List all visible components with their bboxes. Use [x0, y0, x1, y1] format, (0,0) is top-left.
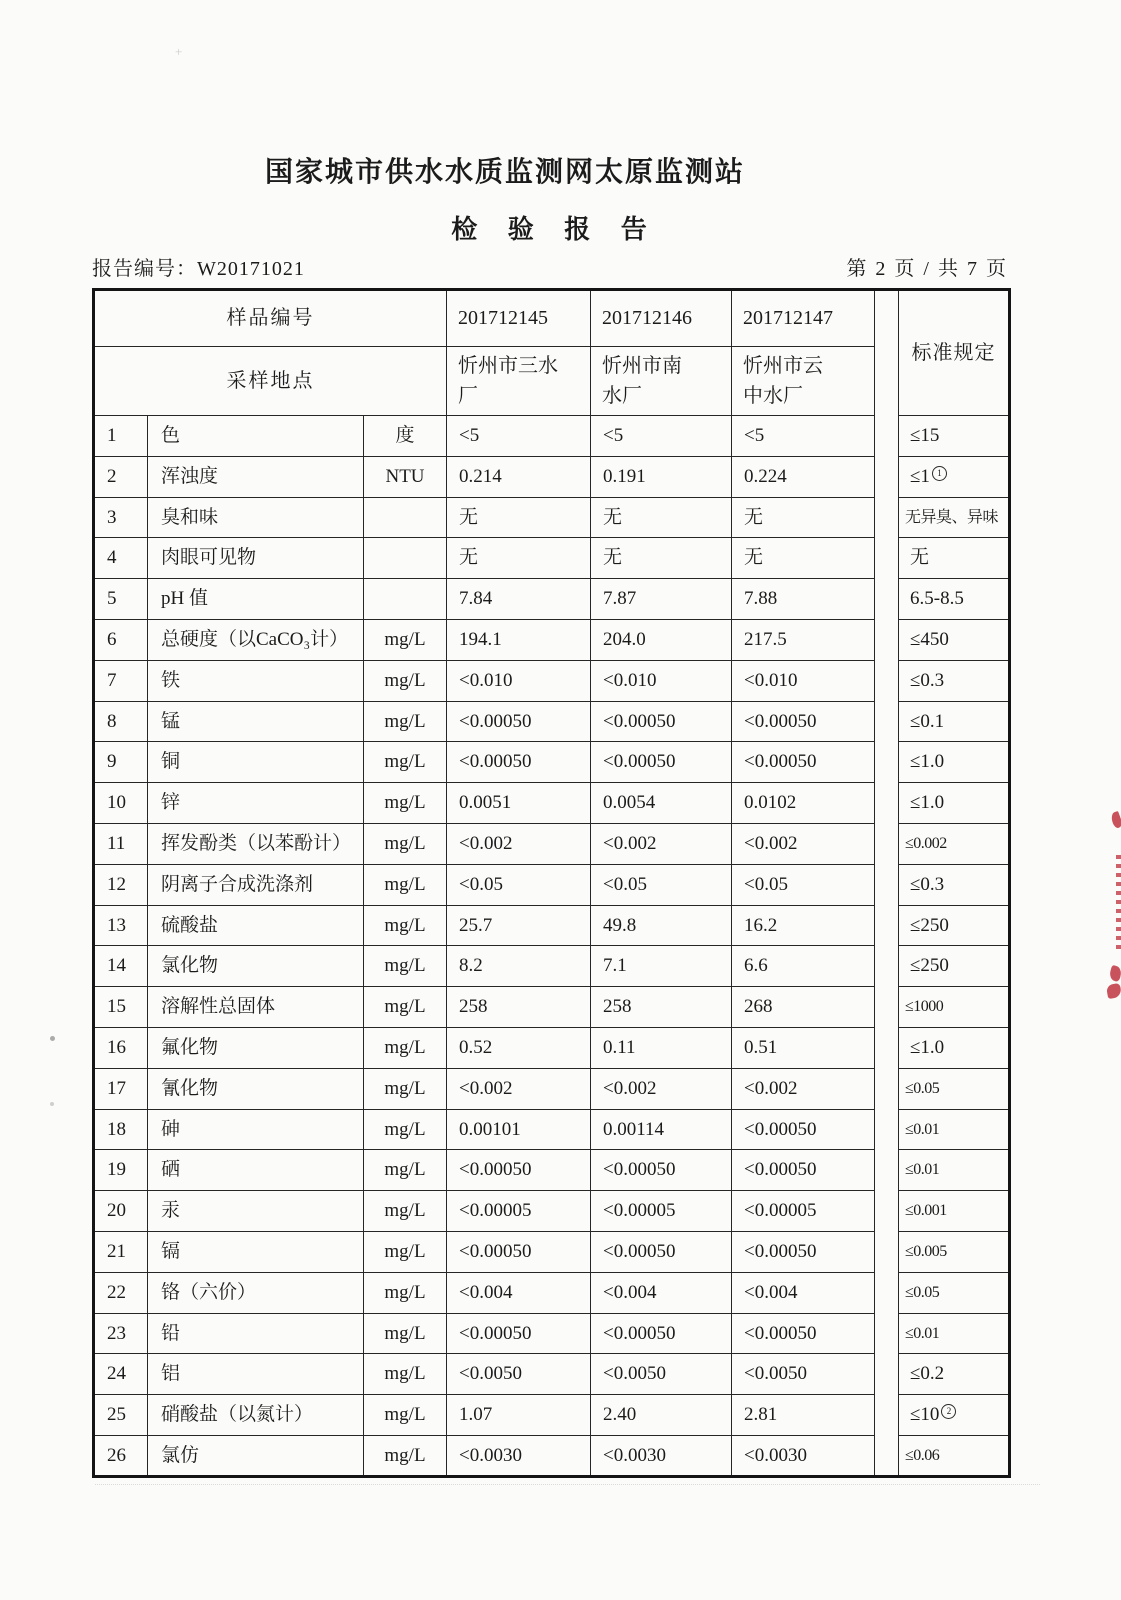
scan-artifact	[50, 1036, 55, 1041]
sample-no-label-cell: 样品编号	[94, 290, 447, 347]
sample1-value-cell: <0.00005	[447, 1191, 591, 1232]
sample2-value-cell: <0.002	[591, 823, 732, 864]
row-number-cell: 20	[94, 1191, 148, 1232]
red-seal-fragment	[1110, 811, 1121, 829]
sample2-value-cell: <0.00050	[591, 1231, 732, 1272]
table-row	[94, 456, 1010, 497]
row-number-cell: 9	[94, 742, 148, 783]
sample2-value-cell: <0.004	[591, 1272, 732, 1313]
row-number-cell: 4	[94, 538, 148, 579]
standard-cell: ≤0.1	[899, 701, 1010, 742]
row-number-cell: 21	[94, 1231, 148, 1272]
row-number-cell: 3	[94, 497, 148, 538]
table-header-row-location	[94, 347, 1010, 416]
sample2-value-cell: 7.1	[591, 946, 732, 987]
sample2-value-cell: 0.11	[591, 1027, 732, 1068]
unit-cell: mg/L	[364, 905, 447, 946]
sample3-value-cell: 2.81	[732, 1395, 875, 1436]
parameter-name-cell: 锰	[148, 701, 364, 742]
sample3-value-cell: <0.0050	[732, 1354, 875, 1395]
table-row	[94, 579, 1010, 620]
standard-cell: ≤450	[899, 619, 1010, 660]
table-row	[94, 905, 1010, 946]
sample1-value-cell: <0.00050	[447, 1231, 591, 1272]
page-number-info: 第 2 页 / 共 7 页	[846, 258, 1008, 280]
standard-cell: ≤0.01	[899, 1109, 1010, 1150]
sample1-value-cell: <0.00050	[447, 742, 591, 783]
unit-cell: mg/L	[364, 1354, 447, 1395]
page-subtitle: 检 验 报 告	[451, 215, 659, 244]
sample3-value-cell: 6.6	[732, 946, 875, 987]
parameter-name-cell: 挥发酚类（以苯酚计）	[148, 823, 364, 864]
standard-cell: ≤1 1	[899, 456, 1010, 497]
table-row	[94, 742, 1010, 783]
sample2-value-cell: <0.00050	[591, 1313, 732, 1354]
sample1-value-cell: 1.07	[447, 1395, 591, 1436]
sample1-value-cell: 无	[447, 538, 591, 579]
unit-cell: mg/L	[364, 1109, 447, 1150]
sample3-value-cell: 无	[732, 497, 875, 538]
unit-cell	[364, 538, 447, 579]
table-row	[94, 1435, 1010, 1476]
red-seal-fragment	[1116, 855, 1121, 951]
standard-cell: ≤1.0	[899, 1027, 1010, 1068]
table-row	[94, 1231, 1010, 1272]
circled-footnote-mark: 1	[932, 466, 947, 481]
table-row	[94, 1109, 1010, 1150]
table-row	[94, 1313, 1010, 1354]
sample1-value-cell: 258	[447, 987, 591, 1028]
parameter-name-cell: 硝酸盐（以氮计）	[148, 1395, 364, 1436]
unit-cell: mg/L	[364, 823, 447, 864]
report-number: 报告编号：W20171021	[92, 258, 305, 280]
row-number-cell: 5	[94, 579, 148, 620]
sample3-value-cell: <0.0030	[732, 1435, 875, 1476]
parameter-name-cell: 氯化物	[148, 946, 364, 987]
sample2-value-cell: <5	[591, 416, 732, 457]
standard-cell: ≤1000	[899, 987, 1010, 1028]
sample2-value-cell: <0.00005	[591, 1191, 732, 1232]
sample3-value-cell: 217.5	[732, 619, 875, 660]
unit-cell: mg/L	[364, 660, 447, 701]
row-number-cell: 15	[94, 987, 148, 1028]
unit-cell: mg/L	[364, 1191, 447, 1232]
sample3-value-cell: <0.00050	[732, 1109, 875, 1150]
row-number-cell: 18	[94, 1109, 148, 1150]
parameter-name-cell: 肉眼可见物	[148, 538, 364, 579]
parameter-name-cell: 氯仿	[148, 1435, 364, 1476]
sample2-value-cell: 0.191	[591, 456, 732, 497]
table-header-row-sample-no	[94, 290, 1010, 347]
sample3-value-cell: <0.004	[732, 1272, 875, 1313]
sample3-value-cell: <0.00005	[732, 1191, 875, 1232]
sample3-value-cell: 0.51	[732, 1027, 875, 1068]
sample1-value-cell: 0.0051	[447, 783, 591, 824]
table-row	[94, 1395, 1010, 1436]
scan-artifact	[50, 1102, 54, 1106]
sample1-value-cell: <0.0030	[447, 1435, 591, 1476]
unit-cell: mg/L	[364, 946, 447, 987]
row-number-cell: 12	[94, 864, 148, 905]
parameter-name-cell: 氟化物	[148, 1027, 364, 1068]
unit-cell: mg/L	[364, 742, 447, 783]
sample2-value-cell: 0.00114	[591, 1109, 732, 1150]
unit-cell: mg/L	[364, 619, 447, 660]
red-seal-fragment	[1106, 983, 1121, 999]
parameter-name-cell: 溶解性总固体	[148, 987, 364, 1028]
sample1-value-cell: <5	[447, 416, 591, 457]
sample1-value-cell: 25.7	[447, 905, 591, 946]
table-row	[94, 1272, 1010, 1313]
sample3-value-cell: <0.05	[732, 864, 875, 905]
standard-cell: 6.5-8.5	[899, 579, 1010, 620]
parameter-name-cell: 阴离子合成洗涤剂	[148, 864, 364, 905]
table-row	[94, 864, 1010, 905]
table-row	[94, 1027, 1010, 1068]
parameter-name-cell: 铬（六价）	[148, 1272, 364, 1313]
sample3-value-cell: 0.224	[732, 456, 875, 497]
unit-cell: mg/L	[364, 1395, 447, 1436]
table-row	[94, 497, 1010, 538]
row-number-cell: 23	[94, 1313, 148, 1354]
results-tbody	[94, 290, 1010, 1477]
parameter-name-cell: 硫酸盐	[148, 905, 364, 946]
row-number-cell: 16	[94, 1027, 148, 1068]
parameter-name-cell: pH 值	[148, 579, 364, 620]
standard-cell: 无异臭、异味	[899, 497, 1010, 538]
parameter-name-cell: 铅	[148, 1313, 364, 1354]
unit-cell: mg/L	[364, 987, 447, 1028]
sample3-value-cell: 无	[732, 538, 875, 579]
sample2-value-cell: <0.010	[591, 660, 732, 701]
unit-cell: mg/L	[364, 1231, 447, 1272]
row-number-cell: 17	[94, 1068, 148, 1109]
sample1-value-cell: 0.52	[447, 1027, 591, 1068]
standard-header-cell: 标准规定	[899, 290, 1010, 416]
circled-footnote-mark: 2	[941, 1404, 956, 1419]
sample2-value-cell: 无	[591, 538, 732, 579]
sample1-value-cell: <0.00050	[447, 1150, 591, 1191]
table-row	[94, 1068, 1010, 1109]
row-number-cell: 25	[94, 1395, 148, 1436]
row-number-cell: 14	[94, 946, 148, 987]
row-number-cell: 7	[94, 660, 148, 701]
table-row	[94, 783, 1010, 824]
table-row	[94, 660, 1010, 701]
unit-cell: mg/L	[364, 1027, 447, 1068]
unit-cell	[364, 579, 447, 620]
sample1-value-cell: <0.05	[447, 864, 591, 905]
location-cell-1: 忻州市三水厂	[447, 347, 591, 416]
sample3-value-cell: <0.00050	[732, 1231, 875, 1272]
sample3-value-cell: <5	[732, 416, 875, 457]
sample3-value-cell: 268	[732, 987, 875, 1028]
sample-no-cell-3: 201712147	[732, 290, 875, 347]
red-seal-fragment	[1108, 965, 1121, 982]
sample-location-label-cell: 采样地点	[94, 347, 447, 416]
sample3-value-cell: 0.0102	[732, 783, 875, 824]
row-number-cell: 2	[94, 456, 148, 497]
table-row	[94, 538, 1010, 579]
table-row	[94, 1191, 1010, 1232]
parameter-name-cell: 氰化物	[148, 1068, 364, 1109]
unit-cell: mg/L	[364, 783, 447, 824]
location-cell-2: 忻州市南水厂	[591, 347, 732, 416]
sample3-value-cell: 16.2	[732, 905, 875, 946]
sample3-value-cell: 7.88	[732, 579, 875, 620]
standard-cell: ≤1.0	[899, 742, 1010, 783]
standard-cell: ≤0.05	[899, 1272, 1010, 1313]
parameter-name-cell: 镉	[148, 1231, 364, 1272]
parameter-name-cell: 总硬度（以CaCO₃计）	[148, 619, 364, 660]
sample2-value-cell: 49.8	[591, 905, 732, 946]
water-quality-table	[92, 288, 1011, 1478]
sample2-value-cell: 无	[591, 497, 732, 538]
sample1-value-cell: 0.214	[447, 456, 591, 497]
sample3-value-cell: <0.00050	[732, 701, 875, 742]
row-number-cell: 19	[94, 1150, 148, 1191]
standard-cell: 无	[899, 538, 1010, 579]
parameter-name-cell: 汞	[148, 1191, 364, 1232]
sample2-value-cell: <0.0030	[591, 1435, 732, 1476]
table-row	[94, 987, 1010, 1028]
scan-artifact: +	[175, 44, 183, 59]
table-row	[94, 946, 1010, 987]
standard-cell: ≤250	[899, 905, 1010, 946]
standard-cell: ≤0.06	[899, 1435, 1010, 1476]
table-row	[94, 1150, 1010, 1191]
row-number-cell: 13	[94, 905, 148, 946]
sample-no-cell-1: 201712145	[447, 290, 591, 347]
parameter-name-cell: 浑浊度	[148, 456, 364, 497]
unit-cell: mg/L	[364, 701, 447, 742]
sample3-value-cell: <0.00050	[732, 1150, 875, 1191]
standard-cell: ≤250	[899, 946, 1010, 987]
parameter-name-cell: 硒	[148, 1150, 364, 1191]
sample1-value-cell: <0.002	[447, 1068, 591, 1109]
sample1-value-cell: <0.010	[447, 660, 591, 701]
row-number-cell: 8	[94, 701, 148, 742]
report-meta-row	[92, 252, 1008, 281]
row-number-cell: 11	[94, 823, 148, 864]
row-number-cell: 24	[94, 1354, 148, 1395]
sample1-value-cell: <0.00050	[447, 701, 591, 742]
table-row	[94, 416, 1010, 457]
table-row	[94, 619, 1010, 660]
sample2-value-cell: 0.0054	[591, 783, 732, 824]
unit-cell: NTU	[364, 456, 447, 497]
standard-cell: ≤0.001	[899, 1191, 1010, 1232]
row-number-cell: 22	[94, 1272, 148, 1313]
unit-cell	[364, 497, 447, 538]
parameter-name-cell: 锌	[148, 783, 364, 824]
sample3-value-cell: <0.002	[732, 823, 875, 864]
sample2-value-cell: <0.00050	[591, 701, 732, 742]
standard-cell: ≤10 2	[899, 1395, 1010, 1436]
sample2-value-cell: 204.0	[591, 619, 732, 660]
sample2-value-cell: <0.002	[591, 1068, 732, 1109]
standard-cell: ≤0.01	[899, 1313, 1010, 1354]
unit-cell: mg/L	[364, 1435, 447, 1476]
table-row	[94, 701, 1010, 742]
standard-cell: ≤0.002	[899, 823, 1010, 864]
standard-cell: ≤0.3	[899, 660, 1010, 701]
row-number-cell: 6	[94, 619, 148, 660]
sample2-value-cell: 258	[591, 987, 732, 1028]
sample1-value-cell: 8.2	[447, 946, 591, 987]
sample2-value-cell: 7.87	[591, 579, 732, 620]
unit-cell: mg/L	[364, 1150, 447, 1191]
spacer-column	[875, 290, 899, 1477]
sample1-value-cell: 无	[447, 497, 591, 538]
table-row	[94, 823, 1010, 864]
standard-cell: ≤0.2	[899, 1354, 1010, 1395]
standard-cell: ≤15	[899, 416, 1010, 457]
unit-cell: 度	[364, 416, 447, 457]
parameter-name-cell: 铝	[148, 1354, 364, 1395]
parameter-name-cell: 砷	[148, 1109, 364, 1150]
sample1-value-cell: <0.004	[447, 1272, 591, 1313]
row-number-cell: 10	[94, 783, 148, 824]
sample2-value-cell: <0.05	[591, 864, 732, 905]
row-number-cell: 1	[94, 416, 148, 457]
standard-cell: ≤0.01	[899, 1150, 1010, 1191]
sample3-value-cell: <0.00050	[732, 1313, 875, 1354]
unit-cell: mg/L	[364, 1313, 447, 1354]
sample1-value-cell: <0.0050	[447, 1354, 591, 1395]
unit-cell: mg/L	[364, 1068, 447, 1109]
unit-cell: mg/L	[364, 1272, 447, 1313]
sample2-value-cell: 2.40	[591, 1395, 732, 1436]
unit-cell: mg/L	[364, 864, 447, 905]
sample1-value-cell: <0.002	[447, 823, 591, 864]
parameter-name-cell: 色	[148, 416, 364, 457]
sample2-value-cell: <0.00050	[591, 742, 732, 783]
page-title: 国家城市供水水质监测网太原监测站	[264, 157, 745, 188]
sample2-value-cell: <0.00050	[591, 1150, 732, 1191]
standard-cell: ≤0.05	[899, 1068, 1010, 1109]
sample-no-cell-2: 201712146	[591, 290, 732, 347]
row-number-cell: 26	[94, 1435, 148, 1476]
parameter-name-cell: 铁	[148, 660, 364, 701]
sample1-value-cell: 0.00101	[447, 1109, 591, 1150]
sample3-value-cell: <0.010	[732, 660, 875, 701]
parameter-name-cell: 铜	[148, 742, 364, 783]
sample2-value-cell: <0.0050	[591, 1354, 732, 1395]
standard-cell: ≤0.005	[899, 1231, 1010, 1272]
location-cell-3: 忻州市云中水厂	[732, 347, 875, 416]
table-row	[94, 1354, 1010, 1395]
sample1-value-cell: <0.00050	[447, 1313, 591, 1354]
scan-artifact	[95, 1484, 1040, 1485]
sample3-value-cell: <0.002	[732, 1068, 875, 1109]
standard-cell: ≤1.0	[899, 783, 1010, 824]
parameter-name-cell: 臭和味	[148, 497, 364, 538]
sample1-value-cell: 194.1	[447, 619, 591, 660]
standard-cell: ≤0.3	[899, 864, 1010, 905]
sample1-value-cell: 7.84	[447, 579, 591, 620]
sample3-value-cell: <0.00050	[732, 742, 875, 783]
